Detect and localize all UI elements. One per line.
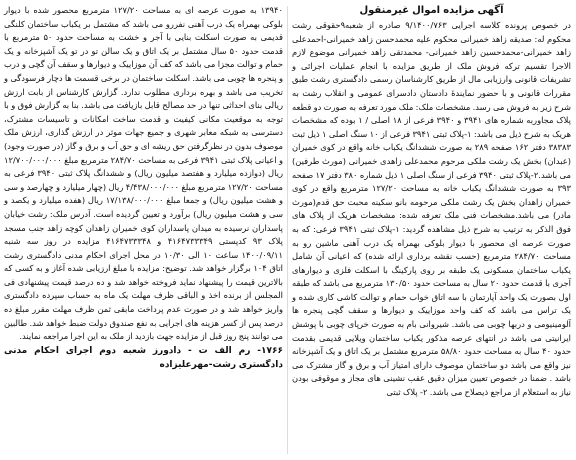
notice-title: آگهی مزایده اموال غیرمنقول bbox=[359, 5, 504, 16]
notice-clipping bbox=[2, 2, 574, 458]
notice-signature: ۱۷۶۶- رم الف ت - دادورز شعبه دوم اجرای احکام مدنی دادگستری رشت-مهرعلیزاده bbox=[4, 345, 283, 370]
notice-body-right: در خصوص پرونده کلاسه اجرایی ۹/۱۴۰۰/۷۶۳ صادره از شعبه۹حقوقی رشت محکوم له: صدیقه زاهد خمیرانی محکوم علیه محمدحسن زاهد خمیرانی-احمدعلی زاهد خمیرانی-محمدحسین زاهد خمیرانی- محمدتقی زاهد خمیرانی موضوع لازم الاجرا تقسیم ترکه فروش ملک از طریق مزایده با انجام عملیات اجرائی و تشریفات قانونی وارزیابی مال از طریق کارشناسان رسمی دادگستری رشت طبق مقررات قانونی و با حضور نمایندۀ دادستان دادسرای عمومی و انقلاب رشت به شرح زیر به فروش می رسد. مشخصات ملک: ملک مورد تعرفه به صورت دو قطعه پلاک مجاوربه شماره های ۳۹۴۱ و ۳۹۴۰ فرعی از ۱۸ اصلی / ۱ بوده که مشخصات هریک به شرح ذیل می باشد: ۱-پلاک ثبتی ۳۹۴۱ فرعی از ۱۰ سنگ اصلی ۱ ذیل ثبت ۳۸۳۸۳ دفتر ۱۶۲ صفحه ۲۸۹ به صورت ششدانگ یکباب خانه واقع در کوی خمیران (عبدان) بخش یک رشت ملکی مرحوم محمدعلی زاهدی خمیرانی (مورث طرفین) می باشد.۲-پلاک ثبتی ۳۹۴۰ فرعی از سنگ اصلی ۱ ذیل شماره ۳۸۰ دفتر ۱۷ صفحه ۳۹۳ به صورت ششدانگ یکباب خانه به مساحت ۱۲۷/۲۰ مترمربع واقع در کوی خمیران زاهدان بخش یک رشت ملکی مرحومه بانو سکینه محبت حق قدم(مورث مادر) می باشد.مشخصات فنی ملک تعرفه شده: مشخصات هریک از پلاک های فوق الذکر به ترتیب به شرح ذیل مشاهده گردید: ۱-پلاک ثبتی ۳۹۴۱ فرعی: که به صورت عرصه ای محصور با دیوار بلوکی بهمراه یک درب آهنی ماشین رو به مساحت ۲۸۴/۷۰ مترمربع (حسب نقشه برداری ارائه شده) که اعیانی آن شامل یکباب ساختمان مسکونی یک طبقه بر روی پارکینگ با اسکلت فلزی و دیوارهای آجری با قدمت حدود ۲۰ سال به مساحت حدود ۱۳۰/۵۰ مترمربع می باشد که طبقه اول بصورت یک واحد آپارتمان با سه اتاق خواب حمام و توالت کاشی کاری شده و یک تراس می باشد که کف واحد موزاییک و دیوارها و سقف گچی پنجره ها آلومینیومی و دربها چوبی می باشد. شیروانی بام به صورت خرپای چوبی با پوشش ایرانیتی می باشد در انتهای عرصه مذکور یکباب ساختمان ویلایی قدیمی بقدمت حدود ۴۰ سال به مساحت حدود ۵۸/۸۰ مترمربع مشتمل بر یک اتاق و یک آشپزخانه نیز واقع می باشد دو ساختمان موصوف دارای امتیاز آب و برق و گاز مشترک می باشد . ضمنا در خصوص تعیین میزان دقیق عقب نشینی های مجاز و موقوفی بودن نیاز به استعلام از مراجع ذیصلاح می باشد. ۲- پلاک ثبتی bbox=[292, 20, 571, 398]
notice-right-column bbox=[292, 4, 571, 400]
notice-left-column bbox=[4, 4, 283, 372]
column-divider bbox=[287, 6, 288, 454]
notice-body-left: ۱۳۹۴۰ به صورت عرصه ای به مساحت ۱۲۷/۲۰ مترمربع محصور شده با دیوار بلوکی بهمراه یک درب آهنی نفررو می باشد که مشتمل بر یکباب ساختمان کلنگی قدیمی به صورت اسکلت بنایی با آجر و خشت به مساحت حدود ۵۰ مترمربع با قدمت حدود ۵۰ سال مشتمل بر یک اتاق و یک سالن تو در تو یک آشپزخانه و یک حمام و توالت مجزا می باشد که کف آن موزاییک و دیوارها و سقف آن گچی و درب و پنجره ها چوبی می باشد. اسکلت ساختمان در برخی قسمت ها دچار فرسودگی و تخریب می باشد و بهره برداری مطلوب ندارد. گزارش کارشناس از بابت ارزش ریالی بنای احداثی تنها در حد مصالح قابل بازیافت می باشد. بنا به گزارش فوق و با توجه به موقعیت مکانی کیفیت و قدمت ساخت امکانات و تاسیسات مشترک، دسترسی به شبکه معابر شهری و جمیع جهات موثر در ارزش گذاری، ارزش ملک موصوف بدون در نظرگرفتن حق ریشه ای و حق آب و برق و گاز (در صورت وجود) و اعیانی پلاک ثبتی ۳۹۴۱ فرعی به مساحت ۲۸۴/۷۰ مترمربع مبلغ ۱۲/۷۰۰/۰۰۰/۰۰۰ ریال (دوازده میلیارد و هفتصد میلیون ریال) و ششدانگ پلاک ثبتی ۳۹۴۰ فرعی به مساحت ۱۲۷/۲۰ مترمربع مبلغ ۴/۴۳۸/۰۰۰/۰۰۰ ریال (چهار میلیارد و چهارصد و سی و هشت میلیون ریال) و جمعا مبلغ ۱۷/۱۳۸/۰۰۰/۰۰۰ ریال (هفده میلیارد و یکصد و سی و هشت میلیون ریال) برآورد و تعیین گردیده است. آدرس ملک: رشت خیابان پاسداران نرسیده به میدان پاسداران کوی خمیران زاهدان کوچه زاهد جنب مسجد پلاک ۹۳ کدپستی ۴۱۶۴۷۳۳۳۴۹ و ۴۱۶۴۷۳۳۳۴۸ مزایده در روز سه شنبه ۱۴۰۰/۰۹/۱۱ ساعت ۱۰ الی ۱۰/۳۰ در محل اجرای احکام مدنی دادگستری رشت اتاق ۱۰۴ برگزار خواهد شد. توضیح: مزایده با مبلغ ارزیابی شده آغاز و به کسی که بالاترین قیمت را پیشنهاد نماید فروخته خواهد شد و ده درصد قیمت پیشنهادی فی المجلس از برنده اخذ و الباقی ظرف مهلت یک ماه به حساب سپرده دادگستری واریز خواهد شد و در صورت عدم پرداخت مابقی ثمن ظرف مهلت مقرر مبلغ ده درصد پس از کسر هزینه های اجرایی به نفع صندوق دولت ضبط خواهد شد. طالبین می توانند پنج روز قبل از مزایده جهت بازدید از ملک به این اجرا مراجعه نمایند. bbox=[4, 5, 284, 342]
